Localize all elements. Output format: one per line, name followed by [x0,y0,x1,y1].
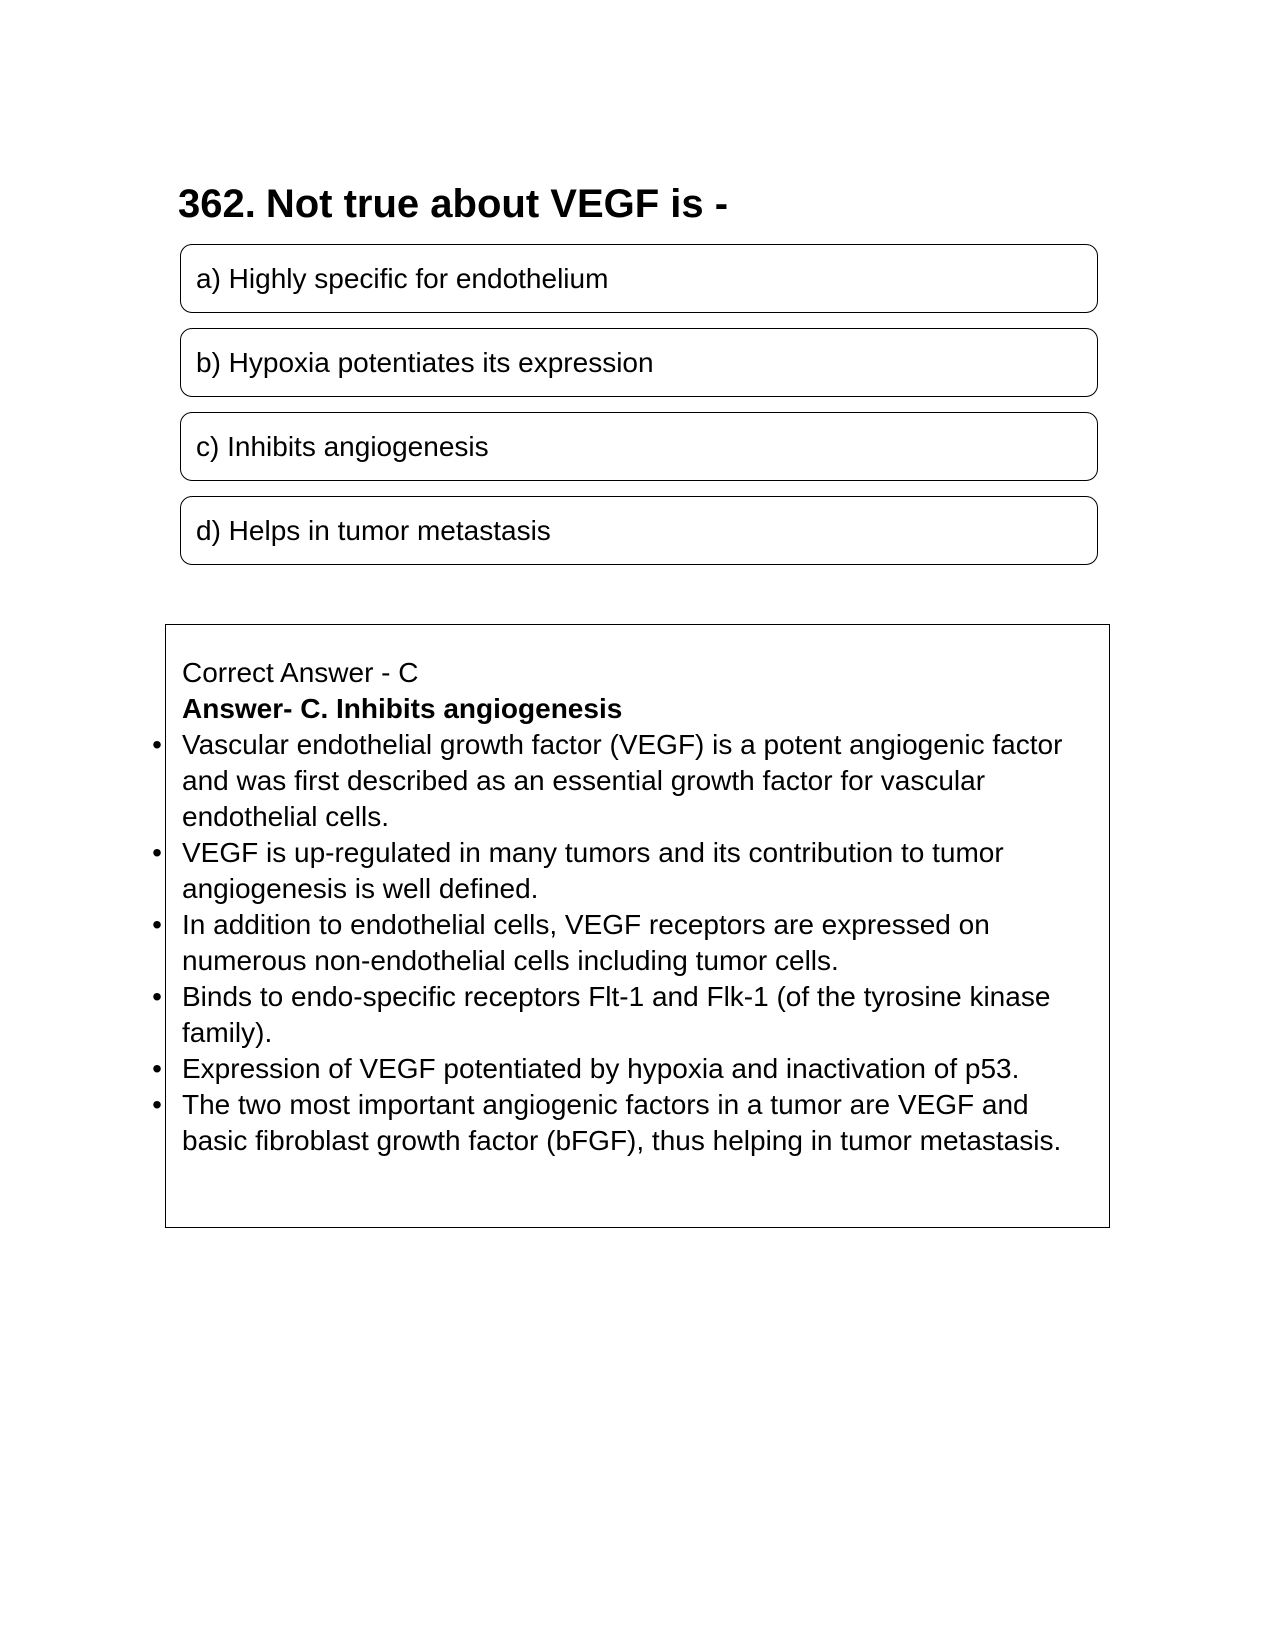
list-item-text: Binds to endo-specific receptors Flt-1 and Flk-1 (of the tyrosine kinase family). [182,981,1051,1048]
list-item-text: The two most important angiogenic factors in a tumor are VEGF and basic fibroblast growth factor (bFGF), thus helping in tumor metastasis. [182,1089,1062,1156]
answer-explanation-box [152,624,1110,1228]
list-item-text: Vascular endothelial growth factor (VEGF) is a potent angiogenic factor and was first described as an essential growth factor for vascular endothelial cells. [182,729,1063,832]
correct-answer-label: Correct Answer - C [182,657,419,688]
bullet-icon: • [152,1089,162,1120]
list-item [152,1051,1094,1087]
option-d[interactable]: d) Helps in tumor metastasis [180,496,1098,565]
list-item [152,835,1094,907]
list-item [152,727,1094,835]
answer-heading: Answer- C. Inhibits angiogenesis [182,693,623,724]
list-item [152,1087,1094,1159]
bullet-icon: • [152,909,162,940]
list-item [152,979,1094,1051]
explanation-list [152,727,1094,1159]
list-item-text: In addition to endothelial cells, VEGF receptors are expressed on numerous non-endothelial cells including tumor cells. [182,909,990,976]
list-item [152,907,1094,979]
options-list [180,244,1098,580]
question-title [178,176,728,232]
bullet-icon: • [152,837,162,868]
bullet-icon: • [152,981,162,1012]
bullet-icon: • [152,1053,162,1084]
option-c[interactable]: c) Inhibits angiogenesis [180,412,1098,481]
list-item-text: Expression of VEGF potentiated by hypoxia and inactivation of p53. [182,1053,1020,1084]
question-text: Not true about VEGF is - [265,182,729,226]
bullet-icon: • [152,729,162,760]
list-item-text: VEGF is up-regulated in many tumors and its contribution to tumor angiogenesis is well defined. [182,837,1004,904]
option-b[interactable]: b) Hypoxia potentiates its expression [180,328,1098,397]
option-a[interactable]: a) Highly specific for endothelium [180,244,1098,313]
question-number: 362. [178,182,256,226]
